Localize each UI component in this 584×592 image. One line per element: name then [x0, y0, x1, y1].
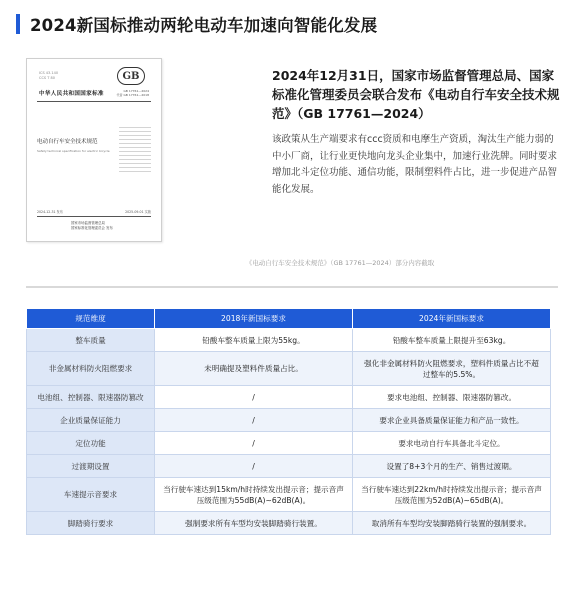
- cell-dimension: 非金属材料防火阻燃要求: [27, 352, 155, 386]
- doc-publish-date: 2024-12-31 发布: [37, 210, 63, 214]
- cell-2018: /: [155, 455, 353, 478]
- page-title: 2024新国标推动两轮电动车加速向智能化发展: [30, 16, 378, 35]
- doc-watermark-lines: [119, 127, 151, 181]
- table-row: [27, 409, 551, 432]
- cell-2018: 强制要求所有车型均安装脚踏骑行装置。: [155, 512, 353, 535]
- doc-dates: [37, 209, 151, 214]
- table-row: [27, 455, 551, 478]
- cell-dimension: 车速提示音要求: [27, 478, 155, 512]
- cell-2024: 要求企业具备质量保证能力和产品一致性。: [353, 409, 551, 432]
- cell-2024: 当行驶车速达到22km/h时持续发出提示音；提示音声压级范围为52dB(A)~65dB(A)。: [353, 478, 551, 512]
- cell-2018: /: [155, 432, 353, 455]
- cell-dimension: 定位功能: [27, 432, 155, 455]
- table-header-row: [27, 309, 551, 329]
- section-divider: [26, 286, 558, 288]
- accent-bar: [16, 14, 20, 34]
- cell-dimension: 整车质量: [27, 329, 155, 352]
- cell-2024: 铅酸车整车质量上限提升至63kg。: [353, 329, 551, 352]
- headline: 2024年12月31日，国家市场监督管理总局、国家标准化管理委员会联合发布《电动自行车安全技术规范》（GB 17761—2024）: [272, 68, 560, 121]
- doc-name-cn: 电动自行车安全技术规范: [37, 139, 98, 145]
- table-row: [27, 386, 551, 409]
- header-dimension: 规范维度: [27, 309, 155, 329]
- doc-issuers: [71, 221, 113, 231]
- table-row: [27, 432, 551, 455]
- cell-dimension: 企业质量保证能力: [27, 409, 155, 432]
- doc-issuer-1: 国家市场监督管理总局: [71, 221, 105, 225]
- body-text: 该政策从生产端要求有ccc资质和电摩生产资质，淘汰生产能力弱的中小厂商，让行业更快地向龙头企业集中，加速行业洗牌。同时要求增加北斗定位功能、通信功能，限制塑料件占比，进一步促进产品智能化发展。: [272, 134, 558, 195]
- cell-2024: 设置了8+3个月的生产、销售过渡期。: [353, 455, 551, 478]
- doc-country-title: 中华人民共和国国家标准: [39, 91, 104, 97]
- standard-document-thumbnail: [26, 58, 162, 242]
- comparison-table: [26, 308, 551, 535]
- doc-effective-date: 2025-09-01 实施: [125, 210, 151, 214]
- header-2018: 2018年新国标要求: [155, 309, 353, 329]
- cell-2018: 当行驶车速达到15km/h时持续发出提示音；提示音声压级范围为55dB(A)~62dB(A)。: [155, 478, 353, 512]
- doc-bottom-rule: [37, 216, 151, 217]
- doc-top-rule: [37, 101, 151, 102]
- doc-standard-number: GB 17761—2024 代替 GB 17761—2018: [116, 89, 149, 97]
- table-row: [27, 329, 551, 352]
- doc-issuer-2: 国家标准化管理委员会 发布: [71, 226, 113, 230]
- header-2024: 2024年新国标要求: [353, 309, 551, 329]
- cell-dimension: 脚踏骑行要求: [27, 512, 155, 535]
- cell-2024: 要求电动自行车具备北斗定位。: [353, 432, 551, 455]
- cell-2024: 取消所有车型均安装脚踏骑行装置的强制要求。: [353, 512, 551, 535]
- table-row: [27, 352, 551, 386]
- doc-name-en: Safety technical specification for electric bicycle: [37, 149, 110, 153]
- cell-dimension: 过渡期设置: [27, 455, 155, 478]
- cell-2018: 未明确提及塑料件质量占比。: [155, 352, 353, 386]
- cell-2018: /: [155, 386, 353, 409]
- page-header: [16, 12, 568, 36]
- table-row: [27, 512, 551, 535]
- cell-2018: /: [155, 409, 353, 432]
- gb-logo: GB: [117, 67, 145, 85]
- cell-2024: 强化非金属材料防火阻燃要求，塑料件质量占比不超过整车的5.5%。: [353, 352, 551, 386]
- cell-dimension: 电池组、控制器、限速器防篡改: [27, 386, 155, 409]
- cell-2018: 铅酸车整车质量上限为55kg。: [155, 329, 353, 352]
- table-row: [27, 478, 551, 512]
- cell-2024: 要求电池组、控制器、限速器防篡改。: [353, 386, 551, 409]
- doc-ics-code: ICS 43.140 CCS T 80: [39, 71, 59, 80]
- image-caption: 《电动自行车安全技术规范》（GB 17761—2024）部分内容截取: [245, 259, 435, 267]
